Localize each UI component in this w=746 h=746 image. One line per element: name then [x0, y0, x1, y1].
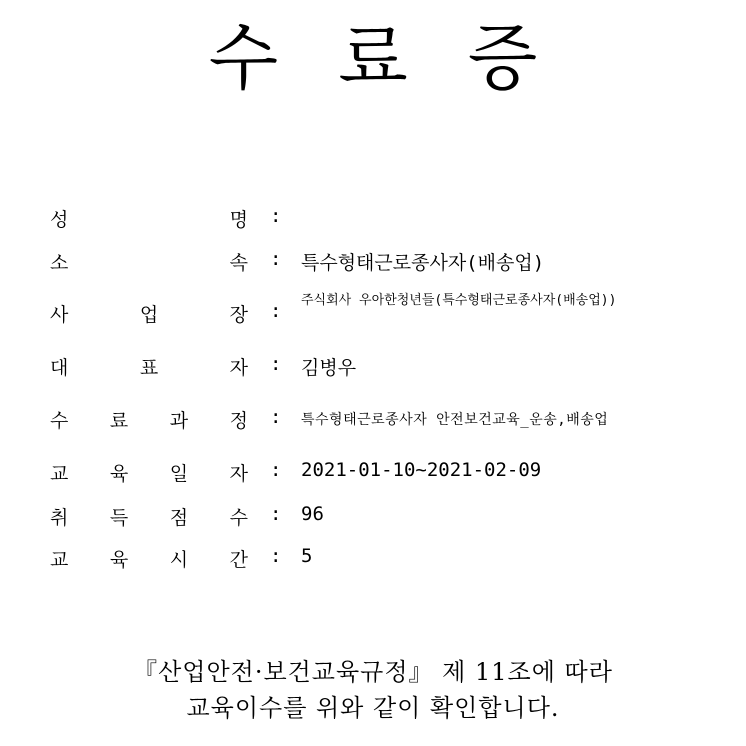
- field-value: 특수형태근로종사자 안전보건교육_운송,배송업: [301, 412, 609, 428]
- field-value: 특수형태근로종사자(배송업): [301, 252, 545, 274]
- footer-line-1: 『산업안전·보건교육규정』 제 11조에 따라: [133, 658, 613, 686]
- field-separator: :: [270, 205, 282, 227]
- field-separator: :: [270, 353, 282, 375]
- field-value: 5: [301, 545, 313, 567]
- field-label: 교 육 시 간: [50, 549, 248, 571]
- field-label: 취 득 점 수: [50, 507, 248, 529]
- field-label: 대 표 자: [50, 357, 248, 379]
- field-label: 수 료 과 정: [50, 410, 248, 432]
- title-char: 수: [208, 16, 279, 100]
- field-label: 교 육 일 자: [50, 463, 248, 485]
- field-separator: :: [270, 248, 282, 270]
- field-value: 김병우: [301, 357, 357, 379]
- title-char: 료: [338, 16, 408, 100]
- field-separator: :: [270, 459, 282, 481]
- field-label: 성 명: [50, 209, 248, 231]
- field-separator: :: [270, 300, 282, 322]
- footer-line-2: 교육이수를 위와 같이 확인합니다.: [186, 694, 560, 722]
- field-value: 2021-01-10~2021-02-09: [301, 459, 542, 481]
- field-value: 96: [301, 503, 324, 525]
- field-separator: :: [270, 406, 282, 428]
- field-label: 사 업 장: [50, 304, 248, 326]
- field-value: 주식회사 우아한청년들(특수형태근로종사자(배송업)): [301, 293, 617, 308]
- title-char: 증: [467, 16, 538, 100]
- field-separator: :: [270, 545, 282, 567]
- field-separator: :: [270, 503, 282, 525]
- field-label: 소 속: [50, 252, 248, 274]
